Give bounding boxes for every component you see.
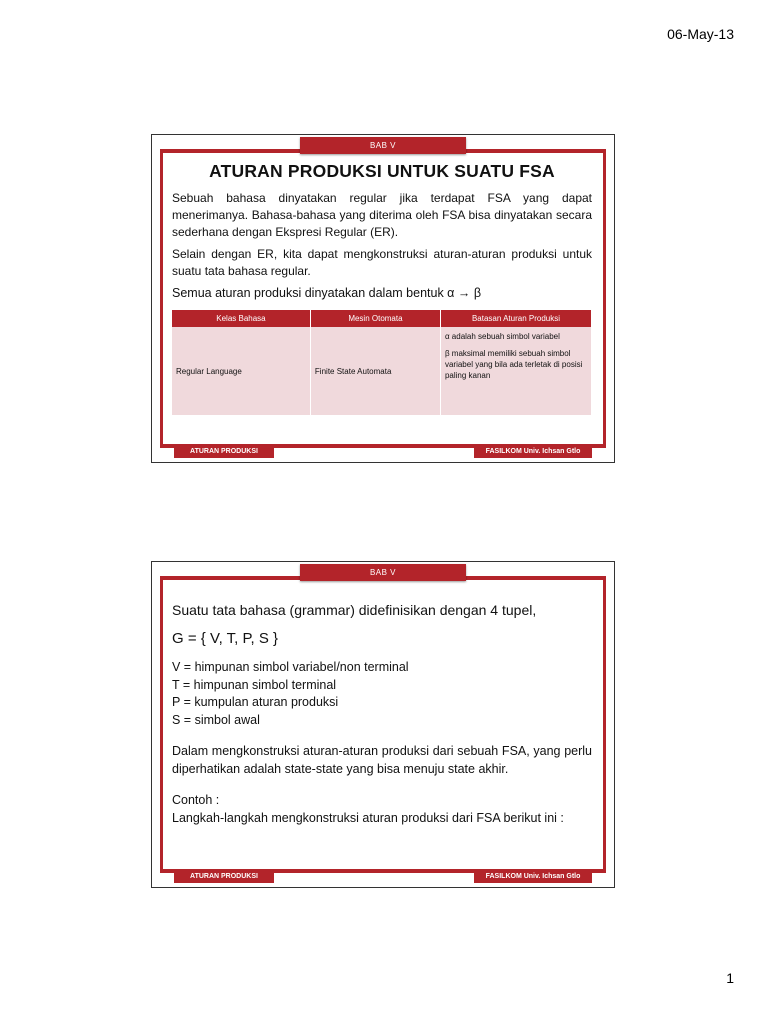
- grammar-intro: Suatu tata bahasa (grammar) didefinisikan dengan 4 tupel,: [172, 602, 537, 618]
- chapter-tab: BAB V: [300, 564, 466, 581]
- example-label: Contoh :: [172, 793, 220, 807]
- table-header-kelas: Kelas Bahasa: [172, 310, 310, 327]
- slide-border-left: [160, 576, 163, 873]
- slide-content: [172, 159, 592, 415]
- table-cell-mesin: Finite State Automata: [310, 327, 440, 415]
- example-text: Langkah-langkah mengkonstruksi aturan produksi dari FSA berikut ini :: [172, 810, 564, 825]
- definition-item: S = simbol awal: [172, 712, 260, 727]
- slide-border-right: [603, 576, 606, 873]
- definition-item: V = himpunan simbol variabel/non terminal: [172, 660, 409, 674]
- beta-note: β maksimal memiliki sebuah simbol variabel yang bila ada terletak di posisi paling kanan: [444, 349, 583, 380]
- production-form-text: Semua aturan produksi dinyatakan dalam bentuk α → β: [172, 286, 482, 300]
- production-rules-table: [172, 310, 592, 415]
- slide-2: [151, 561, 615, 888]
- slide-border-right: [603, 149, 606, 448]
- definition-item: P = kumpulan aturan produksi: [172, 695, 339, 709]
- chapter-tab: BAB V: [300, 137, 466, 154]
- footer-institution: FASILKOM Univ. Ichsan Gtlo: [474, 446, 592, 458]
- slide-border-left: [160, 149, 163, 448]
- page-number: 1: [726, 970, 734, 986]
- table-cell-batasan: [440, 327, 591, 415]
- definition-item: T = himpunan simbol terminal: [172, 677, 337, 692]
- grammar-tuple: G = { V, T, P, S }: [172, 630, 279, 647]
- construction-paragraph: Dalam mengkonstruksi aturan-aturan produksi dari sebuah FSA, yang perlu diperhatikan adalah state-state yang bisa menuju state akhir.: [172, 744, 592, 776]
- paragraph: Sebuah bahasa dinyatakan regular jika terdapat FSA yang dapat menerimanya. Bahasa-bahasa yang diterima oleh FSA bisa dinyatakan secara sederhana dengan Ekspresi Regular (ER).: [172, 191, 592, 239]
- table-header-mesin: Mesin Otomata: [310, 310, 440, 327]
- page-date: 06-May-13: [667, 26, 734, 42]
- paragraph: Selain dengan ER, kita dapat mengkonstruksi aturan-aturan produksi untuk suatu tata bahasa regular.: [172, 247, 592, 278]
- footer-topic: ATURAN PRODUKSI: [174, 446, 274, 458]
- slide-1: [151, 134, 615, 463]
- table-cell-kelas: Regular Language: [172, 327, 310, 415]
- footer-institution: FASILKOM Univ. Ichsan Gtlo: [474, 871, 592, 883]
- table-header-batasan: Batasan Aturan Produksi: [440, 310, 591, 327]
- slide-title: ATURAN PRODUKSI UNTUK SUATU FSA: [209, 161, 555, 181]
- footer-topic: ATURAN PRODUKSI: [174, 871, 274, 883]
- alpha-note: α adalah sebuah simbol variabel: [444, 332, 560, 341]
- slide-content: [172, 602, 592, 827]
- table-row: [172, 327, 592, 415]
